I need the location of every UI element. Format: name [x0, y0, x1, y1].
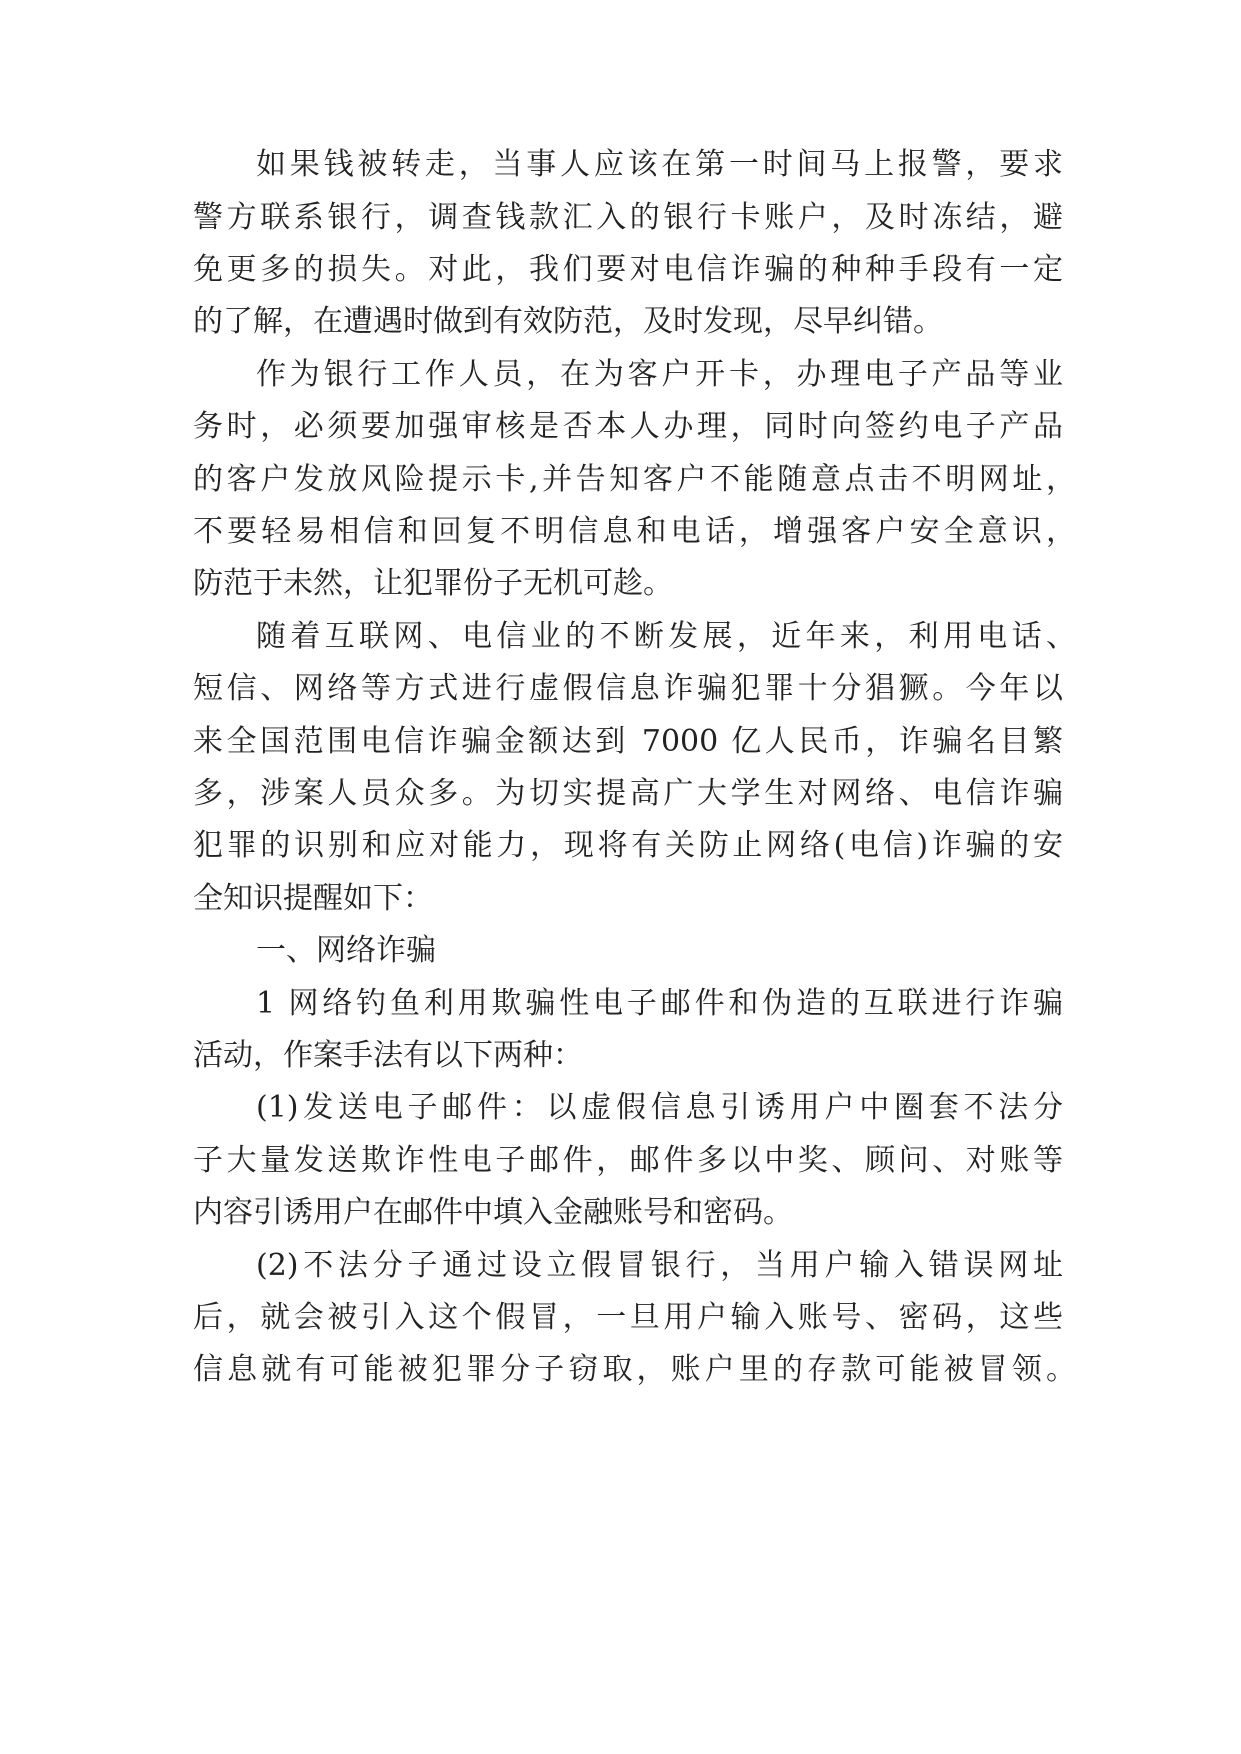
- paragraph-3-line-5: 犯罪的识别和应对能力，现将有关防止网络(电信)诈骗的安: [193, 828, 1063, 863]
- paragraph-3-line-3: 来全国范围电信诈骗金额达到 7000 亿人民币，诈骗名目繁: [193, 724, 1063, 759]
- paragraph-5-line-1: (1)发送电子邮件：以虚假信息引诱用户中圈套不法分: [256, 1090, 1063, 1125]
- paragraph-1-line-2: 警方联系银行，调查钱款汇入的银行卡账户，及时冻结，避: [193, 200, 1063, 235]
- paragraph-6-line-3: 信息就有可能被犯罪分子窃取，账户里的存款可能被冒领。: [193, 1352, 1076, 1387]
- paragraph-6-line-2: 后，就会被引入这个假冒，一旦用户输入账号、密码，这些: [193, 1300, 1063, 1335]
- paragraph-2-line-3: 的客户发放风险提示卡,并告知客户不能随意点击不明网址，: [193, 462, 1076, 497]
- paragraph-4-line-1: 1 网络钓鱼利用欺骗性电子邮件和伪造的互联进行诈骗: [256, 986, 1063, 1021]
- paragraph-3-line-1: 随着互联网、电信业的不断发展，近年来，利用电话、: [256, 619, 1076, 654]
- paragraph-2-line-5: 防范于未然，让犯罪份子无机可趁。: [193, 566, 673, 601]
- paragraph-1-line-1: 如果钱被转走，当事人应该在第一时间马上报警，要求: [256, 147, 1063, 182]
- paragraph-1-line-3: 免更多的损失。对此，我们要对电信诈骗的种种手段有一定: [193, 252, 1063, 287]
- paragraph-2-line-2: 务时，必须要加强审核是否本人办理，同时向签约电子产品: [193, 409, 1063, 444]
- paragraph-4-line-2: 活动，作案手法有以下两种：: [193, 1038, 583, 1073]
- paragraph-2-line-1: 作为银行工作人员，在为客户开卡，办理电子产品等业: [256, 357, 1063, 392]
- paragraph-3-line-2: 短信、网络等方式进行虚假信息诈骗犯罪十分猖獗。今年以: [193, 671, 1063, 706]
- paragraph-5-line-2: 子大量发送欺诈性电子邮件，邮件多以中奖、顾问、对账等: [193, 1143, 1063, 1178]
- paragraph-5-line-3: 内容引诱用户在邮件中填入金融账号和密码。: [193, 1195, 793, 1230]
- paragraph-3-line-6: 全知识提醒如下：: [193, 881, 433, 916]
- section-heading: 一、网络诈骗: [256, 933, 436, 968]
- paragraph-6-line-1: (2)不法分子通过设立假冒银行，当用户输入错误网址: [256, 1248, 1063, 1283]
- paragraph-2-line-4: 不要轻易相信和回复不明信息和电话，增强客户安全意识，: [193, 514, 1076, 549]
- paragraph-3-line-4: 多，涉案人员众多。为切实提高广大学生对网络、电信诈骗: [193, 776, 1063, 811]
- paragraph-1-line-4: 的了解，在遭遇时做到有效防范，及时发现，尽早纠错。: [193, 304, 943, 339]
